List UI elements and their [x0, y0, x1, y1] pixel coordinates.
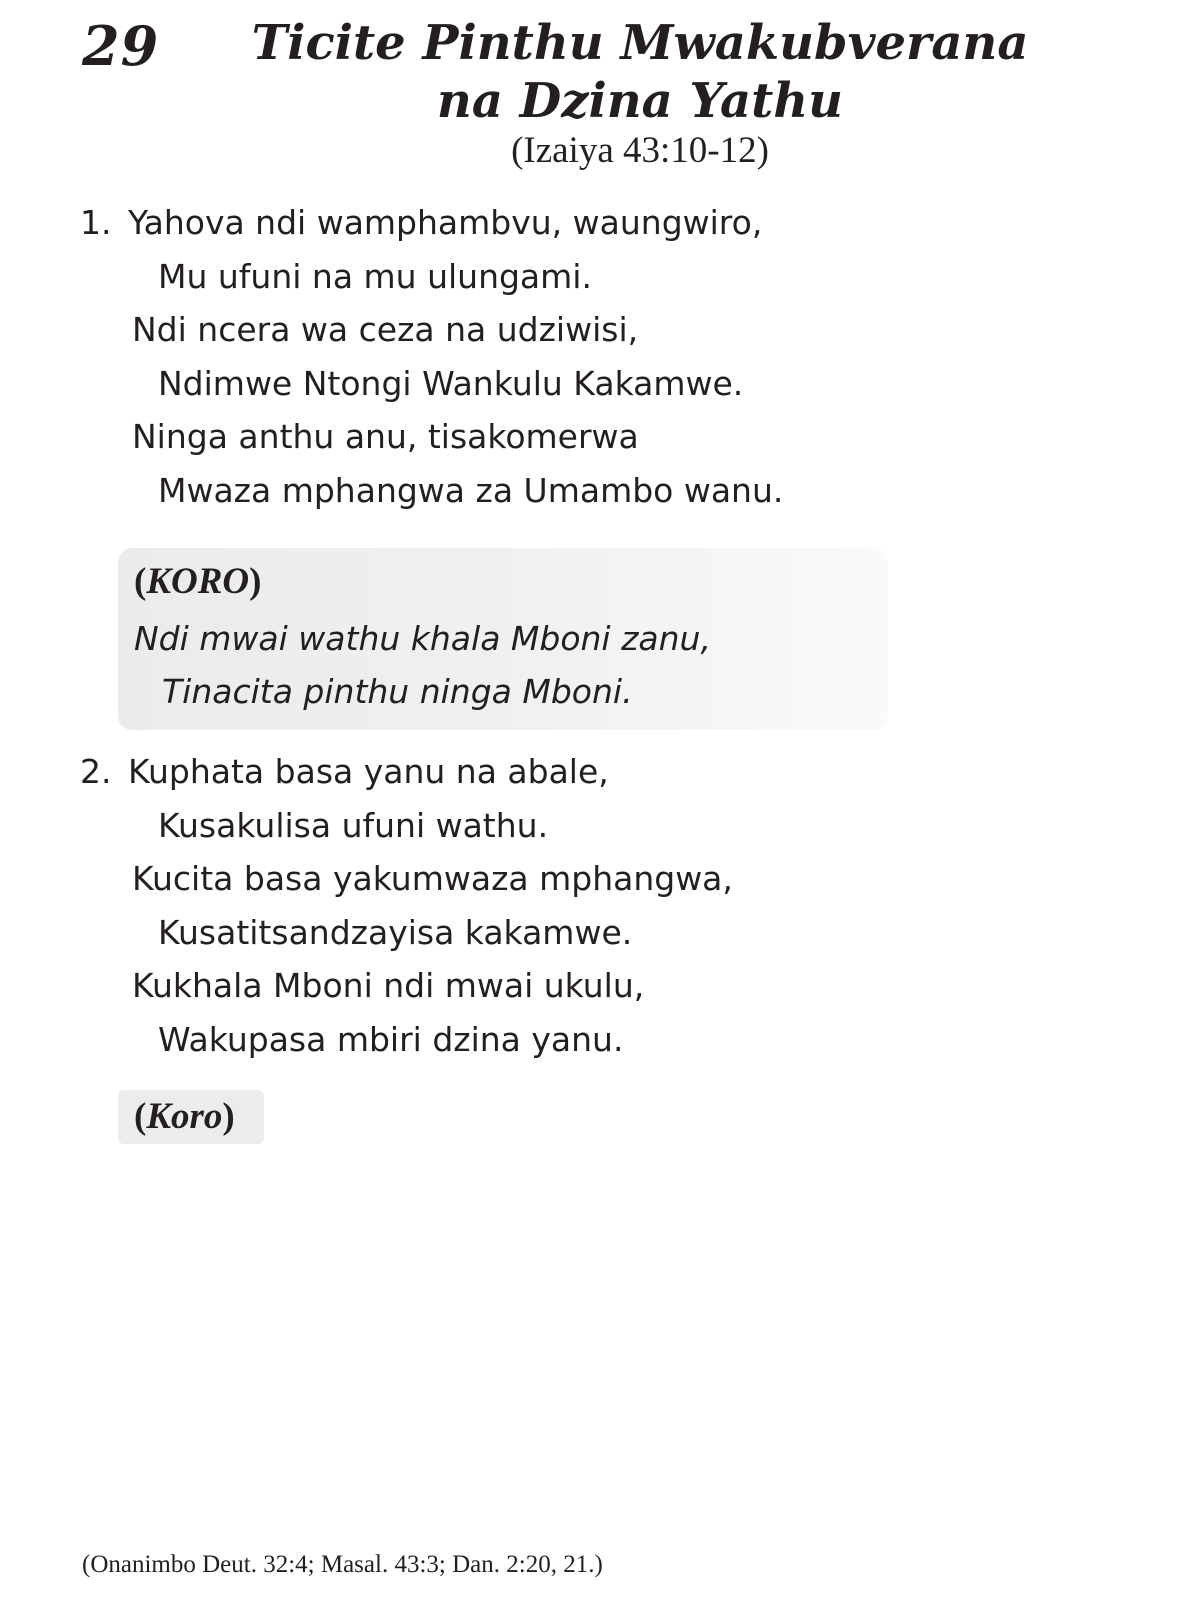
verse-line: 2. Kuphata basa yanu na abale,: [80, 745, 733, 799]
verse-line: Kucita basa yakumwaza mphangwa,: [132, 859, 733, 898]
chorus-lines: [134, 612, 711, 718]
chorus-box: [118, 548, 888, 730]
verse-line: 1. Yahova ndi wamphambvu, waungwiro,: [80, 196, 783, 250]
chorus-label: (KORO): [134, 561, 262, 602]
song-number: 29: [82, 14, 160, 78]
verse-line: Kusakulisa ufuni wathu.: [158, 805, 549, 845]
chorus-line: Tinacita pinthu ninga Mboni.: [162, 672, 633, 711]
chorus-line: Ndi mwai wathu khala Mboni zanu,: [134, 619, 711, 658]
verse-line: Ninga anthu anu, tisakomerwa: [132, 417, 639, 456]
title-line-2: na Dzina Yathu: [436, 73, 844, 129]
verse-line: Wakupasa mbiri dzina yanu.: [158, 1019, 624, 1059]
verse-number: 2.: [80, 752, 112, 791]
verse-number: 1.: [80, 203, 112, 242]
song-title: [250, 14, 1030, 172]
scripture-reference: (Izaiya 43:10-12): [511, 130, 769, 171]
chorus-reference: (Koro): [118, 1090, 264, 1144]
footnote-references: (Onanimbo Deut. 32:4; Masal. 43:3; Dan. 2:20, 21.): [82, 1551, 603, 1578]
verse-line: Kukhala Mboni ndi mwai ukulu,: [132, 966, 645, 1005]
verse-line: Mu ufuni na mu ulungami.: [158, 256, 592, 296]
verse-line: Ndi ncera wa ceza na udziwisi,: [132, 310, 639, 349]
title-line-1: Ticite Pinthu Mwakubverana: [251, 15, 1029, 71]
verse-1: [80, 196, 783, 517]
verse-line: Mwaza mphangwa za Umambo wanu.: [158, 470, 784, 510]
verse-line: Ndimwe Ntongi Wankulu Kakamwe.: [158, 363, 744, 403]
verse-line: Kusatitsandzayisa kakamwe.: [158, 912, 633, 952]
verse-2: [80, 745, 733, 1066]
